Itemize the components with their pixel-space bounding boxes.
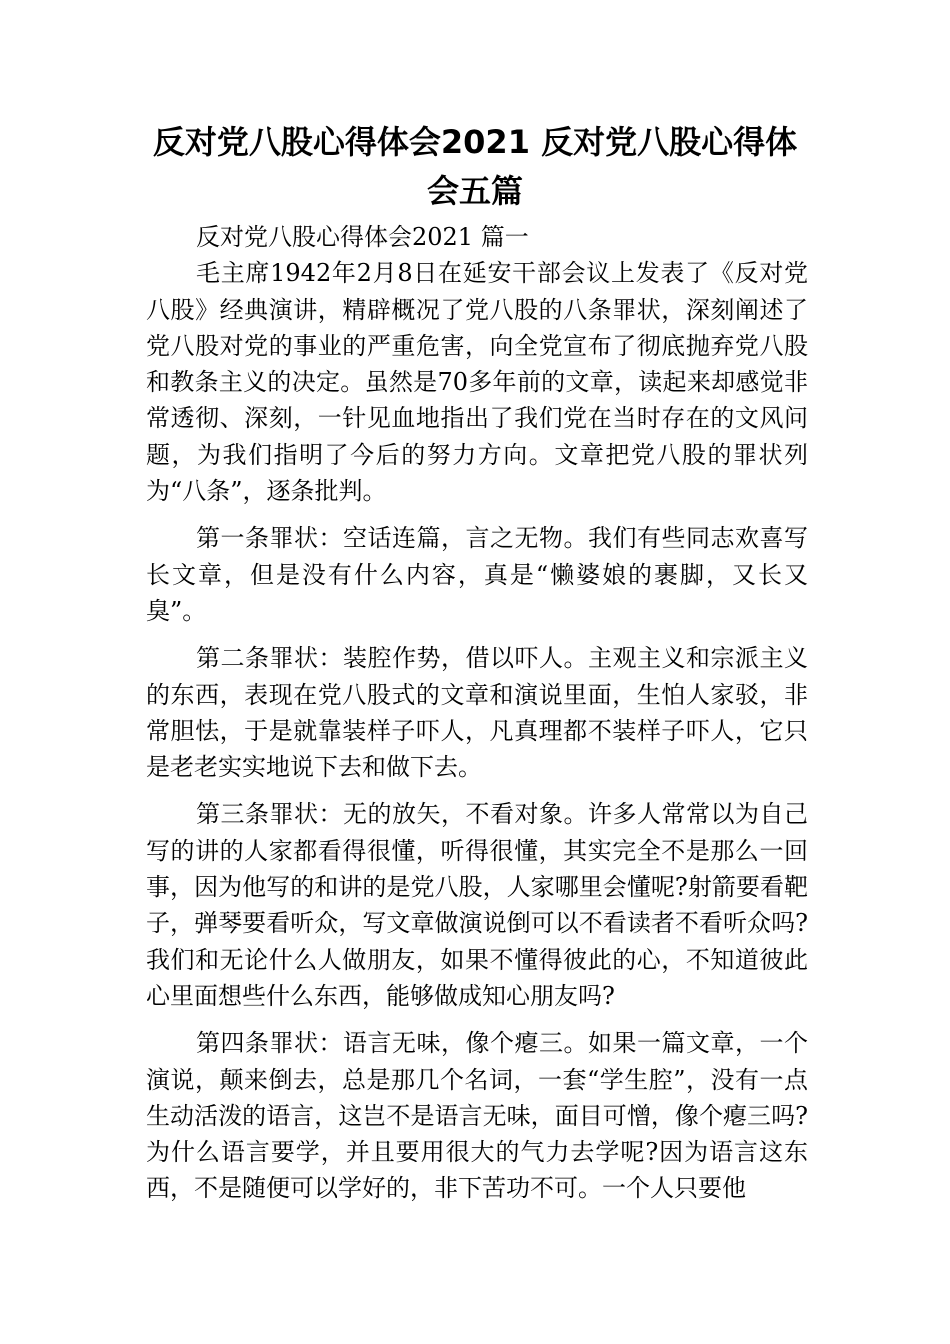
- body-paragraph: 毛主席1942年2月8日在延安干部会议上发表了《反对党八股》经典演讲，精辟概况了党八股的八条罪状，深刻阐述了党八股对党的事业的严重危害，向全党宣布了彻底抛弃党八股和教条主义的决定。虽然是70多年前的文章，读起来却感觉非常透彻、深刻，一针见血地指出了我们党在当时存在的文风问题，为我们指明了今后的努力方向。文章把党八股的罪状列为“八条”，逐条批判。: [146, 259, 808, 506]
- section-heading: 反对党八股心得体会2021 篇一: [196, 223, 529, 251]
- body-paragraph: 第二条罪状：装腔作势，借以吓人。主观主义和宗派主义的东西，表现在党八股式的文章和演说里面，生怕人家驳，非常胆怯，于是就靠装样子吓人，凡真理都不装样子吓人，它只是老老实实地说下去和做下去。: [146, 644, 808, 782]
- body-paragraph: 第一条罪状：空话连篇，言之无物。我们有些同志欢喜写长文章，但是没有什么内容，真是“懒婆娘的裹脚，又长又臭”。: [146, 524, 808, 625]
- body-paragraph: 第三条罪状：无的放矢，不看对象。许多人常常以为自己写的讲的人家都看得很懂，听得很懂，其实完全不是那么一回事，因为他写的和讲的是党八股，人家哪里会懂呢?射箭要看靶子，弹琴要看听众，写文章做演说倒可以不看读者不看听众吗?我们和无论什么人做朋友，如果不懂得彼此的心，不知道彼此心里面想些什么东西，能够做成知心朋友吗?: [146, 800, 808, 1010]
- document-title: 反对党八股心得体会2021 反对党八股心得体会五篇: [152, 123, 798, 210]
- body-paragraph: 第四条罪状：语言无味，像个瘪三。如果一篇文章，一个演说，颠来倒去，总是那几个名词，一套“学生腔”，没有一点生动活泼的语言，这岂不是语言无味，面目可憎，像个瘪三吗?为什么语言要学，并且要用很大的气力去学呢?因为语言这东西，不是随便可以学好的，非下苦功不可。一个人只要他: [146, 1029, 808, 1203]
- document-body: [146, 219, 808, 1207]
